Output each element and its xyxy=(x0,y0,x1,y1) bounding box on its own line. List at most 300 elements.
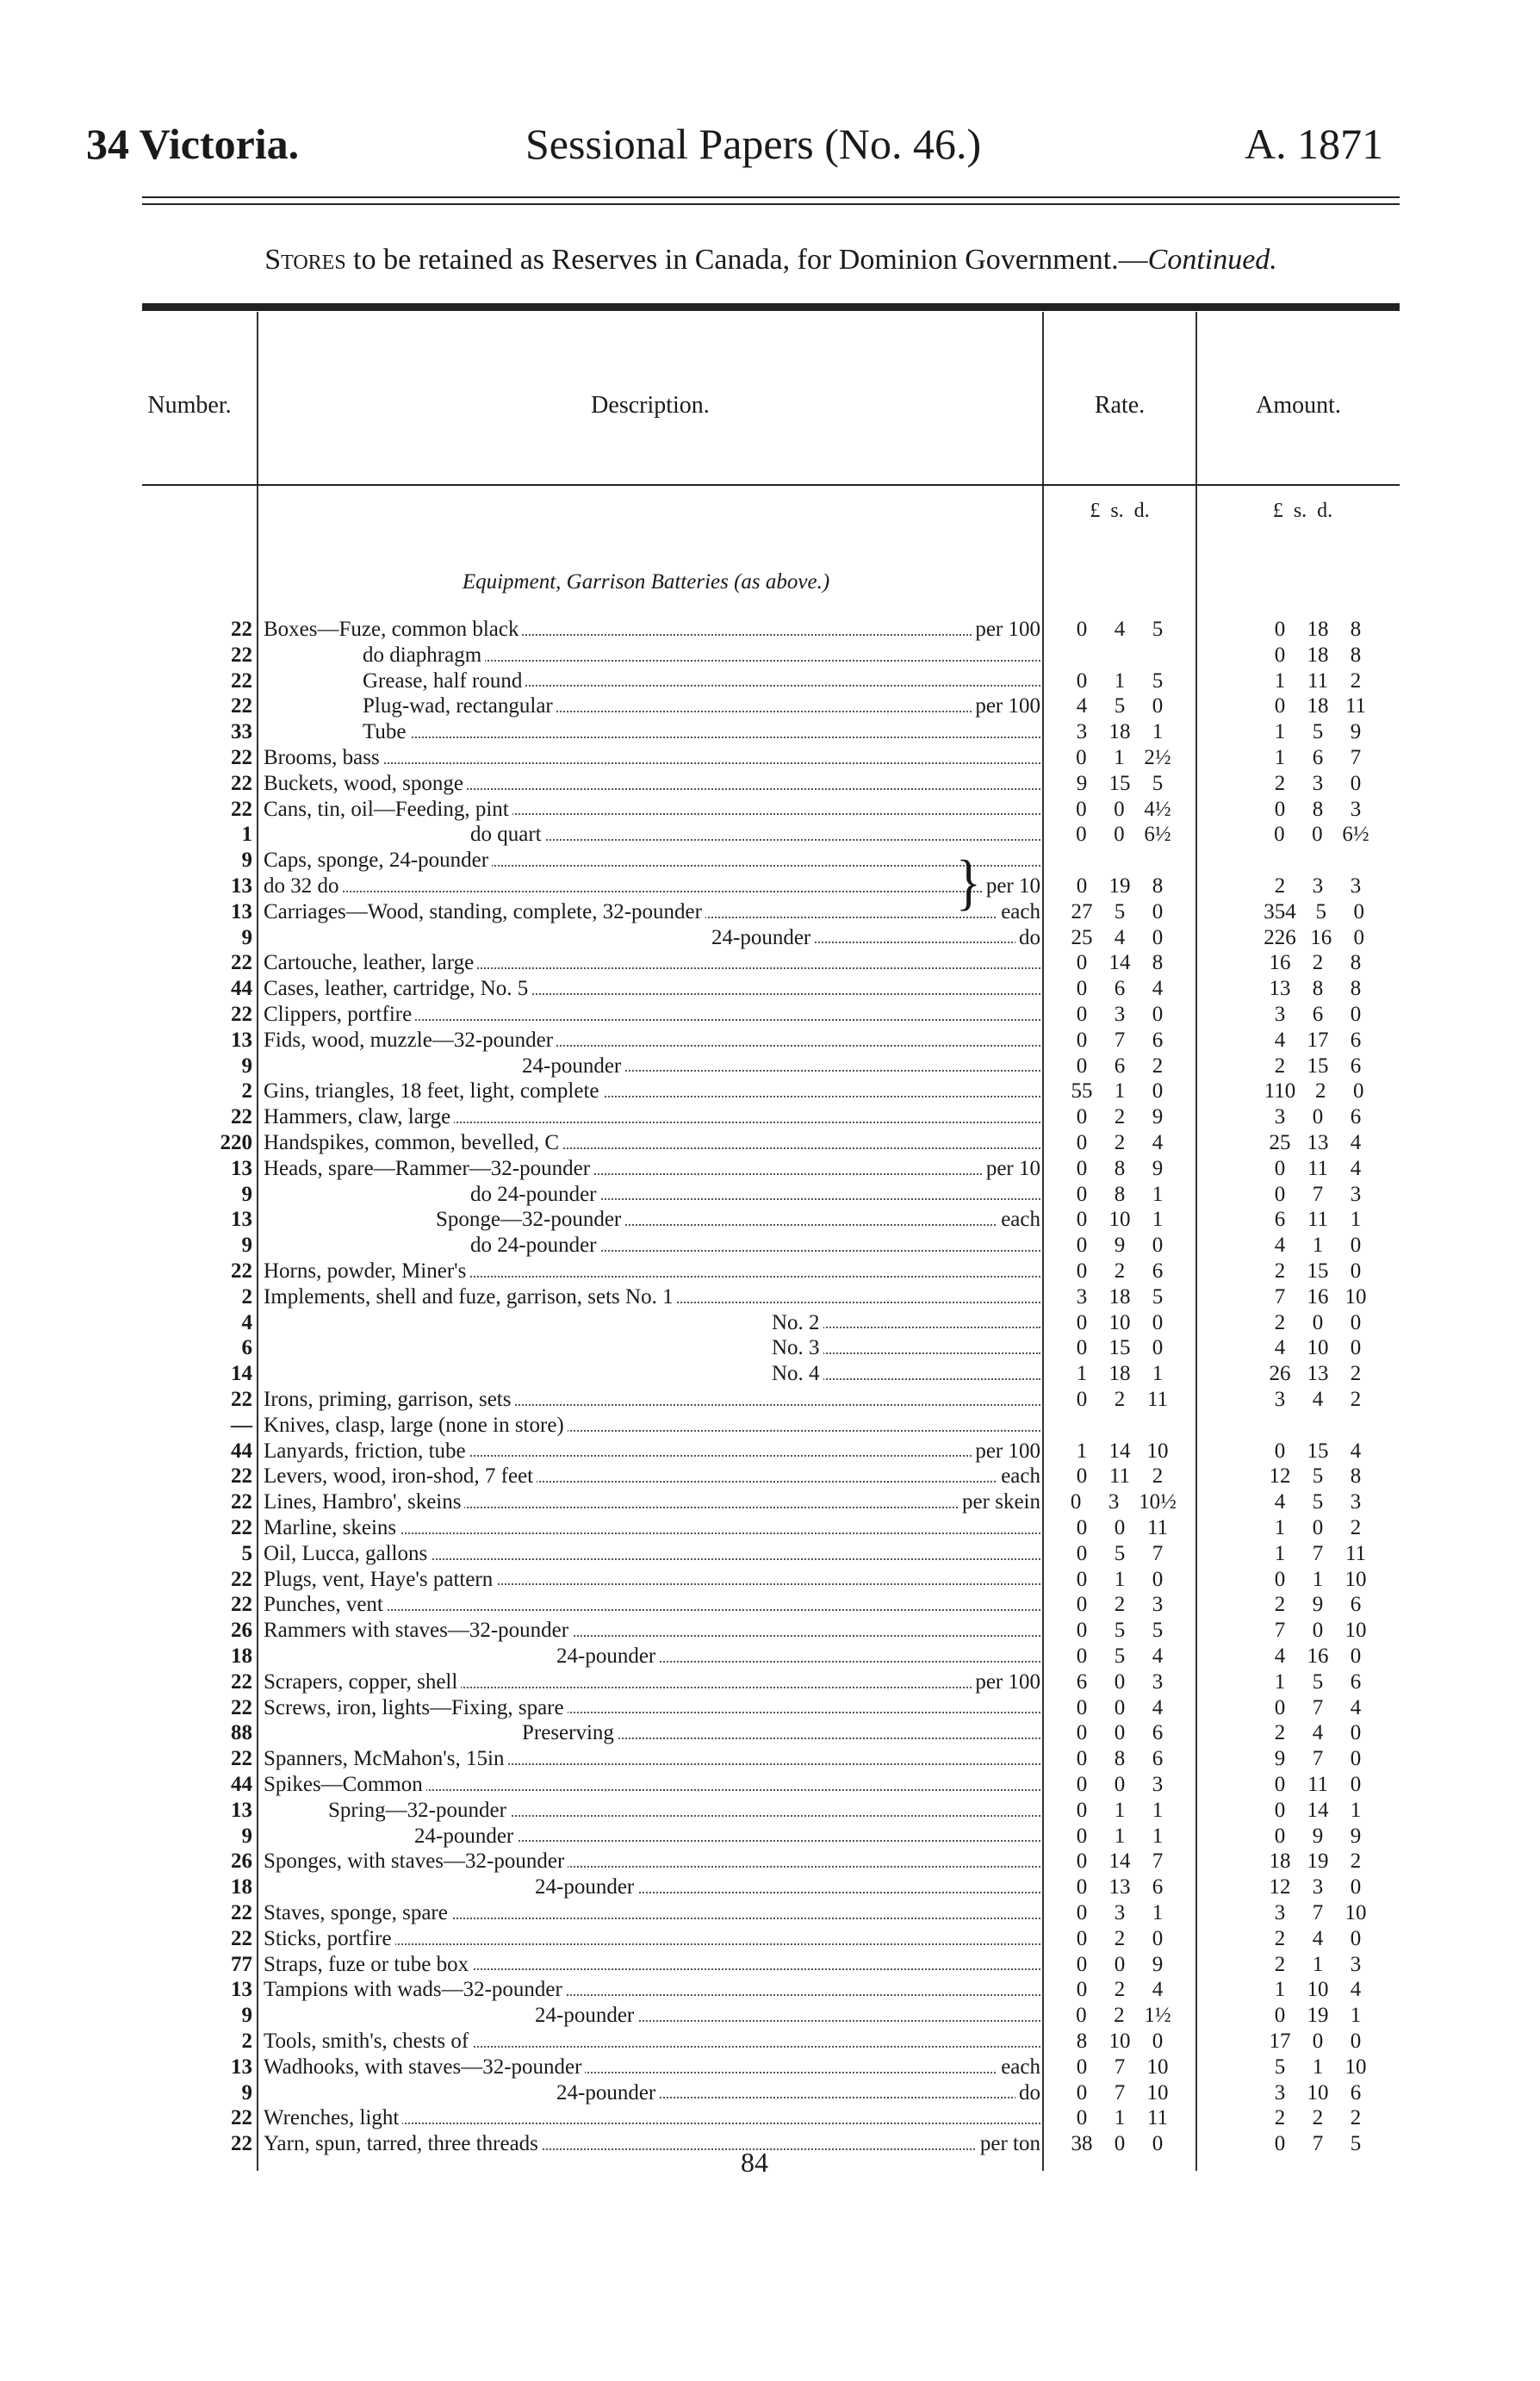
table-row xyxy=(0,1720,1540,1746)
row-amount xyxy=(1227,1977,1408,2003)
col-header-rate: Rate. xyxy=(1094,392,1146,419)
amount-pence: 0 xyxy=(1350,1259,1362,1283)
row-number: 22 xyxy=(231,1259,252,1283)
amount-pounds: 0 xyxy=(1274,1567,1286,1591)
row-rate xyxy=(1055,1207,1184,1233)
table-row xyxy=(0,1644,1540,1669)
amount-pence: 10 xyxy=(1344,2055,1367,2079)
row-amount xyxy=(1227,1720,1408,1746)
row-description xyxy=(264,1439,1040,1464)
row-number: 13 xyxy=(231,1208,252,1232)
row-description-text: 24-pounder xyxy=(535,2004,637,2027)
rate-pence: 1 xyxy=(1152,1208,1164,1232)
row-rate xyxy=(1055,2003,1184,2029)
rate-shillings: 5 xyxy=(1114,899,1126,923)
row-rate xyxy=(1055,1439,1184,1464)
amount-pence: 6 xyxy=(1350,1593,1362,1617)
row-unit: per 100 xyxy=(972,1439,1040,1464)
row-description xyxy=(264,797,1040,823)
rate-pounds: 25 xyxy=(1071,925,1093,949)
amount-shillings: 19 xyxy=(1307,2004,1329,2028)
row-number: 22 xyxy=(231,1669,252,1694)
row-number: 9 xyxy=(241,849,252,873)
row-amount xyxy=(1227,1772,1408,1798)
rate-pence: 2½ xyxy=(1144,746,1171,769)
amount-pounds: 6 xyxy=(1274,1208,1286,1232)
row-rate xyxy=(1055,2131,1184,2157)
row-rate xyxy=(1055,1926,1184,1952)
row-rate xyxy=(1055,1874,1184,1900)
amount-pence: 1 xyxy=(1350,1798,1362,1822)
table-row xyxy=(0,1387,1540,1413)
rate-pence: 1 xyxy=(1152,1901,1164,1924)
table-row xyxy=(0,2055,1540,2080)
rate-pounds: 0 xyxy=(1076,1644,1088,1668)
row-description xyxy=(264,1618,1040,1644)
table-row xyxy=(0,848,1540,873)
rate-pounds: 0 xyxy=(1076,1336,1088,1360)
amount-shillings: 0 xyxy=(1312,1619,1324,1643)
row-description xyxy=(264,643,1040,668)
table-row xyxy=(0,719,1540,745)
rate-pence: 0 xyxy=(1152,694,1164,718)
row-amount xyxy=(1227,1104,1408,1130)
row-rate xyxy=(1055,1644,1184,1669)
amount-pence: 7 xyxy=(1350,746,1362,769)
amount-shillings: 14 xyxy=(1307,1798,1329,1822)
table-row xyxy=(0,1207,1540,1233)
row-description xyxy=(264,1310,1040,1336)
row-amount xyxy=(1227,2029,1408,2055)
rate-shillings: 2 xyxy=(1114,1105,1126,1129)
row-rate xyxy=(1055,617,1184,643)
rate-pence: 9 xyxy=(1152,1105,1164,1129)
row-number: 88 xyxy=(231,1721,252,1745)
row-number: 33 xyxy=(231,720,252,744)
row-number: 2 xyxy=(241,1079,252,1103)
row-description xyxy=(264,2003,1040,2029)
amount-shillings: 16 xyxy=(1310,925,1332,949)
row-rate xyxy=(1055,1130,1184,1156)
rate-pounds: 0 xyxy=(1076,2080,1088,2104)
amount-pence: 8 xyxy=(1350,1464,1362,1489)
row-amount xyxy=(1227,1567,1408,1593)
rate-pounds: 0 xyxy=(1076,1388,1088,1411)
rate-pounds: 0 xyxy=(1076,1952,1088,1976)
table-row xyxy=(0,899,1540,925)
row-number: 13 xyxy=(231,2055,252,2079)
row-rate xyxy=(1055,1541,1184,1567)
rate-pounds: 9 xyxy=(1076,771,1088,795)
row-description xyxy=(264,1002,1040,1028)
row-amount xyxy=(1227,771,1408,797)
row-description-text: do 32 do xyxy=(264,874,343,898)
row-unit: do xyxy=(1015,925,1040,951)
amount-shillings: 1 xyxy=(1312,1234,1324,1258)
row-description xyxy=(264,1952,1040,1978)
row-rate xyxy=(1055,1515,1184,1541)
table-top-rule xyxy=(142,303,1400,311)
row-number: 26 xyxy=(231,1619,252,1643)
row-rate xyxy=(1055,668,1184,694)
row-description xyxy=(264,1977,1040,2003)
units-amount: £ s. d. xyxy=(1272,500,1333,522)
row-description-text: Boxes—Fuze, common black xyxy=(264,618,522,641)
row-amount xyxy=(1227,1361,1408,1387)
row-amount xyxy=(1227,2105,1408,2131)
row-number: 220 xyxy=(220,1131,252,1154)
rate-shillings: 2 xyxy=(1114,1593,1126,1617)
row-description-text: Sponge—32-pounder xyxy=(436,1208,624,1231)
rate-pence: 6½ xyxy=(1144,823,1171,847)
amount-shillings: 8 xyxy=(1312,977,1324,1001)
rate-pounds: 38 xyxy=(1071,2132,1093,2156)
table-title xyxy=(142,244,1400,277)
row-description-text: Spring—32-pounder xyxy=(328,1799,510,1822)
rate-pence: 6 xyxy=(1152,1259,1164,1283)
amount-pence: 4 xyxy=(1350,1156,1362,1180)
row-number: 22 xyxy=(231,1003,252,1026)
amount-pounds: 0 xyxy=(1274,1824,1286,1848)
row-rate xyxy=(1055,1079,1184,1104)
row-rate xyxy=(1055,873,1184,899)
row-number: 18 xyxy=(231,1875,252,1899)
amount-pence: 0 xyxy=(1350,1721,1362,1745)
row-description xyxy=(264,1720,1040,1746)
table-row xyxy=(0,1028,1540,1054)
row-description xyxy=(264,976,1040,1002)
amount-pounds: 4 xyxy=(1274,1490,1286,1514)
row-description xyxy=(264,1156,1040,1182)
row-description xyxy=(264,822,1040,848)
amount-pounds: 12 xyxy=(1269,1875,1291,1899)
amount-pounds: 2 xyxy=(1274,1054,1286,1078)
amount-pence: 9 xyxy=(1350,1824,1362,1848)
amount-pounds: 226 xyxy=(1264,925,1296,949)
rate-pence: 6 xyxy=(1152,1747,1164,1771)
amount-shillings: 4 xyxy=(1312,1721,1324,1745)
row-description-text: 24-pounder xyxy=(414,1825,517,1848)
row-description xyxy=(264,2029,1040,2055)
row-rate xyxy=(1055,1849,1184,1874)
row-number: 44 xyxy=(231,1439,252,1463)
rate-pence: 4 xyxy=(1152,1695,1164,1719)
row-description xyxy=(264,2080,1040,2106)
rate-pence: 0 xyxy=(1152,1310,1164,1334)
row-rate xyxy=(1055,1284,1184,1310)
amount-pounds: 26 xyxy=(1269,1362,1291,1386)
amount-pence: 2 xyxy=(1350,1516,1362,1539)
amount-pence: 3 xyxy=(1350,797,1362,821)
amount-shillings: 13 xyxy=(1307,1131,1329,1154)
rate-shillings: 5 xyxy=(1114,1619,1126,1643)
table-row xyxy=(0,1515,1540,1541)
row-rate xyxy=(1055,1592,1184,1618)
row-number: 22 xyxy=(231,1105,252,1129)
rate-pence: 1 xyxy=(1152,1798,1164,1822)
rate-pounds: 0 xyxy=(1076,1131,1088,1154)
table-row xyxy=(0,2003,1540,2029)
rate-pence: 6 xyxy=(1152,1875,1164,1899)
row-description-text: Straps, fuze or tube box xyxy=(264,1953,472,1976)
rate-pounds: 4 xyxy=(1076,694,1088,718)
table-row xyxy=(0,976,1540,1002)
row-number: 13 xyxy=(231,874,252,898)
amount-pence: 9 xyxy=(1350,720,1362,744)
amount-pence: 1 xyxy=(1350,1208,1362,1232)
amount-pounds: 0 xyxy=(1274,1156,1286,1180)
amount-pounds: 4 xyxy=(1274,1234,1286,1258)
amount-pounds: 0 xyxy=(1274,1798,1286,1822)
table-row xyxy=(0,1926,1540,1952)
row-description-text: Grease, half round xyxy=(363,669,525,693)
rate-shillings: 1 xyxy=(1114,2106,1126,2130)
row-description xyxy=(264,1284,1040,1310)
row-number: 14 xyxy=(231,1362,252,1386)
row-number: 2 xyxy=(241,2030,252,2053)
row-amount xyxy=(1227,1669,1408,1695)
row-rate xyxy=(1055,1824,1184,1849)
amount-pounds: 13 xyxy=(1269,977,1291,1001)
rate-shillings: 2 xyxy=(1114,1259,1126,1283)
amount-shillings: 0 xyxy=(1312,823,1323,847)
rate-pence: 8 xyxy=(1152,951,1164,975)
row-unit: per 100 xyxy=(972,693,1040,719)
amount-pence: 0 xyxy=(1353,1079,1364,1103)
rate-pounds: 0 xyxy=(1076,746,1087,769)
row-number: 22 xyxy=(231,694,252,718)
rate-pence: 7 xyxy=(1152,1541,1164,1565)
row-amount xyxy=(1227,2055,1408,2080)
amount-shillings: 7 xyxy=(1312,2132,1324,2156)
row-number: 13 xyxy=(231,1156,252,1180)
row-number: 22 xyxy=(231,951,252,975)
row-amount xyxy=(1227,693,1408,719)
row-number: 22 xyxy=(231,1747,252,1771)
amount-shillings: 0 xyxy=(1312,1516,1324,1539)
row-unit: each xyxy=(997,899,1040,925)
row-description-text: Heads, spare—Rammer—32-pounder xyxy=(264,1157,593,1180)
rate-shillings: 0 xyxy=(1114,1952,1126,1976)
row-description-text: No. 2 xyxy=(772,1311,823,1334)
row-number: 22 xyxy=(231,1388,252,1411)
amount-shillings: 9 xyxy=(1312,1824,1324,1848)
row-description xyxy=(264,873,1040,899)
amount-pence: 11 xyxy=(1344,1541,1367,1565)
row-description xyxy=(264,1413,1040,1439)
row-amount xyxy=(1227,2003,1408,2029)
rate-shillings: 19 xyxy=(1108,874,1131,898)
row-description-text: Wadhooks, with staves—32-pounder xyxy=(264,2055,585,2079)
row-amount xyxy=(1227,1002,1408,1028)
amount-shillings: 18 xyxy=(1307,694,1329,718)
row-number: 9 xyxy=(241,2004,252,2028)
row-description-text: Implements, shell and fuze, garrison, sets No. 1 xyxy=(264,1285,677,1309)
row-amount xyxy=(1227,1618,1408,1644)
rate-pence: 0 xyxy=(1152,1567,1164,1591)
rate-shillings: 7 xyxy=(1114,2055,1126,2079)
amount-pounds: 4 xyxy=(1274,1644,1286,1668)
row-description-text: Fids, wood, muzzle—32-pounder xyxy=(264,1029,556,1052)
rate-pence: 3 xyxy=(1152,1593,1164,1617)
row-description xyxy=(264,693,1040,719)
row-amount xyxy=(1227,2131,1408,2157)
amount-pounds: 2 xyxy=(1274,1310,1286,1334)
row-description xyxy=(264,1695,1040,1721)
rate-pounds: 0 xyxy=(1076,1773,1088,1796)
row-number: 9 xyxy=(241,1824,252,1848)
amount-pounds: 12 xyxy=(1269,1464,1291,1489)
rate-pounds: 0 xyxy=(1076,1593,1088,1617)
dot-leader xyxy=(363,737,1040,738)
row-description xyxy=(264,1824,1040,1849)
table-row xyxy=(0,1439,1540,1464)
row-unit: per 100 xyxy=(972,617,1040,643)
amount-pounds: 7 xyxy=(1274,1284,1286,1309)
row-unit: per skein xyxy=(959,1489,1040,1515)
rate-shillings: 15 xyxy=(1108,771,1131,795)
row-description xyxy=(264,1259,1040,1284)
title-prefix: Stores xyxy=(264,244,346,276)
rate-shillings: 5 xyxy=(1114,1541,1126,1565)
amount-pounds: 1 xyxy=(1274,1541,1286,1565)
row-amount xyxy=(1227,1079,1408,1104)
row-number: 22 xyxy=(231,1516,252,1539)
row-amount xyxy=(1227,1515,1408,1541)
header-separator-rule xyxy=(142,484,1400,486)
row-description xyxy=(264,1387,1040,1413)
row-description-text: Plugs, vent, Haye's pattern xyxy=(264,1568,496,1591)
amount-shillings: 0 xyxy=(1312,2030,1324,2053)
rate-pounds: 6 xyxy=(1076,1669,1088,1694)
amount-pounds: 3 xyxy=(1274,1388,1286,1411)
row-description xyxy=(264,1746,1040,1772)
row-description-text: Buckets, wood, sponge xyxy=(264,772,467,795)
amount-shillings: 6 xyxy=(1312,1003,1324,1026)
amount-pounds: 1 xyxy=(1274,720,1286,744)
amount-shillings: 3 xyxy=(1312,771,1324,795)
row-amount xyxy=(1227,1182,1408,1208)
rate-pounds: 0 xyxy=(1076,951,1088,975)
amount-pounds: 16 xyxy=(1269,951,1291,975)
amount-pence: 10 xyxy=(1344,1901,1367,1924)
amount-shillings: 4 xyxy=(1312,1388,1324,1411)
row-rate xyxy=(1055,1464,1184,1489)
amount-shillings: 10 xyxy=(1307,1336,1329,1360)
row-description xyxy=(264,1130,1040,1156)
amount-pounds: 0 xyxy=(1274,2004,1286,2028)
row-description xyxy=(264,2131,1040,2157)
amount-shillings: 6 xyxy=(1312,746,1324,769)
rate-shillings: 2 xyxy=(1114,1926,1126,1950)
row-unit: each xyxy=(997,2055,1040,2080)
row-amount xyxy=(1227,2080,1408,2106)
amount-pence: 5 xyxy=(1350,2132,1362,2156)
rate-pence: 4 xyxy=(1152,1978,1164,2002)
rate-pounds: 0 xyxy=(1076,1003,1088,1026)
row-description-text: Spikes—Common xyxy=(264,1773,426,1796)
page-number: 84 xyxy=(741,2147,768,2178)
amount-shillings: 15 xyxy=(1307,1439,1329,1463)
col-header-description: Description. xyxy=(591,392,710,419)
rate-pence: 7 xyxy=(1152,1849,1164,1874)
rate-pence: 0 xyxy=(1152,2030,1164,2053)
amount-pounds: 2 xyxy=(1274,1952,1286,1976)
rate-pounds: 0 xyxy=(1076,1747,1088,1771)
rate-pence: 1 xyxy=(1152,1824,1164,1848)
table-row xyxy=(0,1361,1540,1387)
row-description-text: Staves, sponge, spare xyxy=(264,1901,451,1924)
row-description-text: Knives, clasp, large (none in store) xyxy=(264,1414,568,1437)
amount-pence: 3 xyxy=(1350,1182,1362,1206)
amount-pounds: 2 xyxy=(1274,1721,1286,1745)
rate-pence: 5 xyxy=(1152,668,1164,693)
rate-pence: 0 xyxy=(1152,925,1164,949)
row-amount xyxy=(1227,950,1408,976)
table-row xyxy=(0,1824,1540,1849)
rate-shillings: 2 xyxy=(1114,1978,1126,2002)
row-description-text: Lines, Hambro', skeins xyxy=(264,1490,464,1514)
row-rate xyxy=(1055,2055,1184,2080)
rate-pounds: 0 xyxy=(1076,1824,1088,1848)
row-description-text: 24-pounder xyxy=(711,926,814,949)
amount-shillings: 7 xyxy=(1312,1182,1324,1206)
amount-pence: 4 xyxy=(1350,1695,1362,1719)
amount-pounds: 25 xyxy=(1269,1131,1291,1154)
table-row xyxy=(0,1413,1540,1439)
amount-pence: 10 xyxy=(1344,1284,1367,1309)
row-rate xyxy=(1055,1182,1184,1208)
amount-pence: 4 xyxy=(1350,1978,1362,2002)
amount-shillings: 5 xyxy=(1312,1464,1324,1489)
amount-pence: 8 xyxy=(1350,643,1362,667)
row-description-text: Plug-wad, rectangular xyxy=(363,694,556,718)
rate-shillings: 1 xyxy=(1114,1079,1126,1103)
amount-shillings: 11 xyxy=(1307,1208,1329,1232)
amount-shillings: 3 xyxy=(1312,874,1324,898)
row-description xyxy=(264,1541,1040,1567)
amount-pounds: 2 xyxy=(1274,771,1286,795)
rate-shillings: 5 xyxy=(1114,1644,1126,1668)
row-description-text: Punches, vent xyxy=(264,1593,387,1616)
rate-pence: 5 xyxy=(1152,618,1164,641)
row-amount xyxy=(1227,976,1408,1002)
row-description xyxy=(264,1028,1040,1054)
row-amount xyxy=(1227,745,1408,771)
row-amount xyxy=(1227,1207,1408,1233)
row-unit: per 100 xyxy=(972,1669,1040,1695)
rate-shillings: 18 xyxy=(1108,1362,1131,1386)
rate-pounds: 1 xyxy=(1076,1439,1088,1463)
rate-pence: 0 xyxy=(1152,1079,1164,1103)
row-description-text: Brooms, bass xyxy=(264,746,383,769)
table-row xyxy=(0,1284,1540,1310)
row-description-text: Wrenches, light xyxy=(264,2106,402,2129)
row-rate xyxy=(1055,1977,1184,2003)
amount-shillings: 13 xyxy=(1307,1362,1329,1386)
row-number: — xyxy=(231,1413,252,1437)
row-amount xyxy=(1227,1464,1408,1489)
row-number: 9 xyxy=(241,1234,252,1258)
amount-pence: 0 xyxy=(1350,1926,1362,1950)
row-amount xyxy=(1227,1284,1408,1310)
rate-pence: 10½ xyxy=(1139,1490,1177,1514)
row-rate xyxy=(1055,1772,1184,1798)
row-number: 22 xyxy=(231,771,252,795)
rate-pounds: 0 xyxy=(1076,1182,1088,1206)
table-row xyxy=(0,617,1540,643)
rate-pence: 1 xyxy=(1152,1362,1164,1386)
